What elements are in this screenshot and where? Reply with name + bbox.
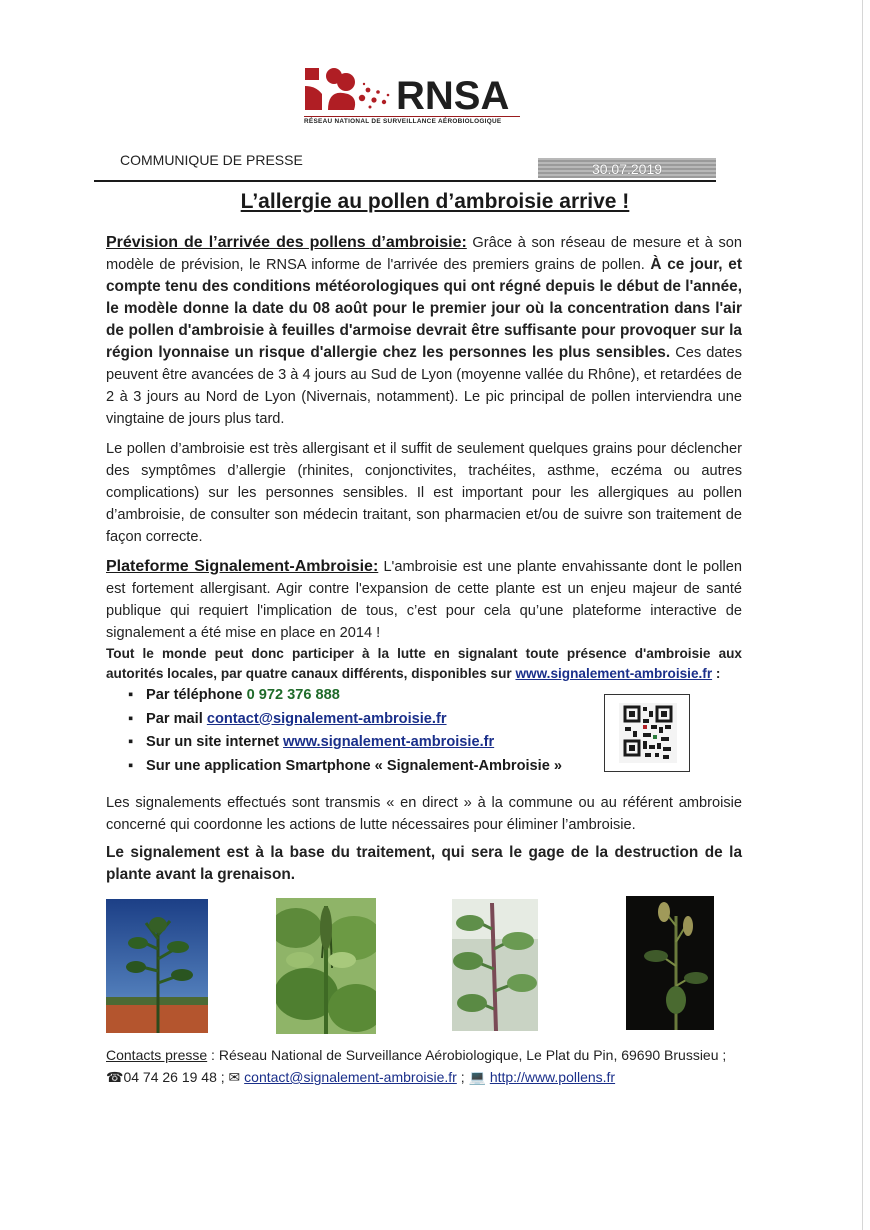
press-release-label: COMMUNIQUE DE PRESSE: [120, 152, 303, 168]
channel-mail-label: Par mail: [146, 710, 207, 727]
scan-edge-line: [862, 0, 863, 1230]
channel-site-link[interactable]: www.signalement-ambroisie.fr: [283, 734, 495, 750]
channel-app-label: Sur une application Smartphone « Signalement-Ambroisie »: [146, 757, 563, 774]
participate-end: :: [712, 666, 721, 681]
channels-list: [128, 684, 562, 778]
press-contacts: [106, 1044, 726, 1088]
conclusion-paragraph: Le signalement est à la base du traitement, qui sera le gage de la destruction de la plante avant la grenaison.: [106, 844, 742, 883]
ambrosia-photo-leaves: [276, 898, 376, 1034]
participate-link[interactable]: www.signalement-ambroisie.fr: [515, 666, 713, 681]
bullet-icon: ▪: [128, 757, 134, 774]
channel-site-label: Sur un site internet: [146, 734, 284, 750]
forecast-bold: À ce jour, et compte tenu des conditions météorologiques qui ont régné depuis le début de l'année, le modèle donne la date du 08 août pour le premier jour où la concentration dans l'air de pollen d'ambroisie à feuilles d'armoise devrait être suffisante pour provoquer sur la région lyonnaise un risque d'allergie chez les personnes les plus sensibles.: [106, 256, 742, 361]
rnsa-logo-mark: [304, 66, 400, 116]
title-text: L’allergie au pollen d’ambroisie arrive !: [240, 190, 630, 213]
participate-paragraph: [106, 644, 742, 684]
release-date: 30.07.2019: [538, 158, 716, 178]
header-rule: [94, 180, 716, 182]
channel-phone: [128, 684, 562, 708]
contacts-line-2: [106, 1066, 726, 1088]
ambrosia-photo-stem: [452, 899, 538, 1031]
ambrosia-leaves-image: [276, 898, 376, 1034]
platform-heading: Plateforme Signalement-Ambroisie:: [106, 558, 379, 575]
ambrosia-stem-image: [452, 899, 538, 1031]
channel-site: [128, 731, 562, 755]
bullet-icon: ▪: [128, 710, 134, 727]
logo-wordmark: RNSA: [396, 74, 510, 118]
contacts-line-1: [106, 1044, 726, 1066]
forecast-rest: Ces dates peuvent être avancées de 3 à 4 jours au Sud de Lyon (moyenne vallée du Rhône), et retardées de 2 à 3 jours au Nord de Lyon (Nivernais, notamment). Le pic principal de pollen interviendra une vingtaine de jours plus tard.: [106, 345, 743, 427]
channel-mail: [128, 708, 562, 732]
qr-code[interactable]: [604, 694, 690, 772]
channel-phone-label: Par téléphone: [146, 687, 247, 703]
contacts-web-link[interactable]: http://www.pollens.fr: [489, 1069, 616, 1085]
contacts-phone[interactable]: 04 74 26 19 48 ;: [123, 1069, 229, 1085]
platform-paragraph: [106, 556, 742, 644]
phone-icon: ☎: [106, 1069, 124, 1085]
channel-phone-number[interactable]: 0 972 376 888: [246, 687, 340, 703]
contacts-address: : Réseau National de Surveillance Aérobiologique, Le Plat du Pin, 69690 Brussieu ;: [207, 1047, 727, 1063]
participate-text: Tout le monde peut donc participer à la lutte en signalant toute présence d'ambroisie aux autorités locales, par quatre canaux différents, disponibles sur: [106, 646, 742, 681]
qr-code-icon: [605, 695, 689, 771]
platform-text: L'ambroisie est une plante envahissante dont le pollen est fortement allergisant. Agir contre l'expansion de cette plante est un enjeu majeur de santé publique qui requiert l'implication de tous, c’est pour cela qu’une plateforme interactive de signalement a été mise en place en 2014 !: [106, 559, 742, 641]
transmission-paragraph: Les signalements effectués sont transmis « en direct » à la commune ou au référent ambroisie concerné qui coordonne les actions de lutte nécessaires pour éliminer l’ambroisie.: [106, 795, 742, 833]
allergy-paragraph: Le pollen d’ambroisie est très allergisant et il suffit de seulement quelques grains pour déclencher des symptômes d’allergie (rhinites, conjonctivites, trachéites, asthme, eczéma ou autres complications) sur les personnes sensibles. Il est important pour les allergiques au pollen d’ambroisie, de consulter son médecin traitant, son pharmacien et/ou de suivre son traitement de façon correcte.: [106, 441, 742, 545]
contacts-label: Contacts presse: [106, 1047, 208, 1063]
forecast-heading: Prévision de l’arrivée des pollens d’ambroisie:: [106, 234, 467, 251]
bullet-icon: ▪: [128, 734, 134, 750]
ambrosia-photo-flower: [626, 896, 714, 1030]
channel-mail-link[interactable]: contact@signalement-ambroisie.fr: [206, 710, 447, 727]
forecast-intro: Grâce à son réseau de mesure et à son modèle de prévision, le RNSA informe de l'arrivée des premiers grains de pollen.: [106, 235, 742, 273]
rnsa-logo: [304, 66, 520, 130]
computer-icon: 💻: [468, 1069, 486, 1085]
contacts-separator: ;: [456, 1069, 469, 1085]
mail-icon: ✉: [228, 1069, 241, 1085]
bullet-icon: ▪: [128, 687, 134, 703]
ambrosia-field-image: [106, 899, 208, 1033]
contacts-email-link[interactable]: contact@signalement-ambroisie.fr: [244, 1069, 457, 1085]
channel-app: [128, 755, 562, 779]
logo-subtitle: RÉSEAU NATIONAL DE SURVEILLANCE AÉROBIOLOGIQUE: [304, 116, 520, 125]
ambrosia-photo-field: [106, 899, 208, 1033]
page-title: [0, 190, 870, 214]
ambrosia-flower-image: [626, 896, 714, 1030]
forecast-paragraph: [106, 232, 742, 430]
